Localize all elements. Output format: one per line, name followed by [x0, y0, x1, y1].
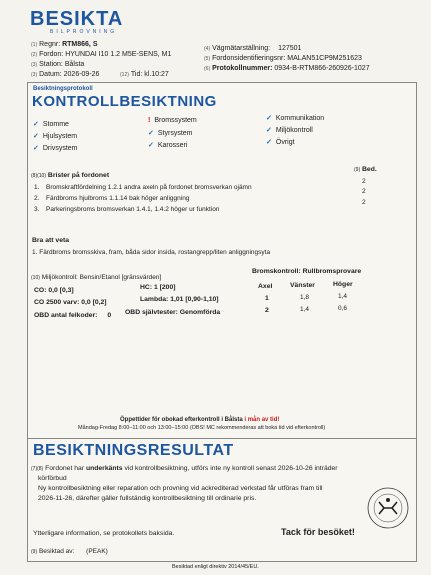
open-hours-title: Öppettider för obokad efterkontroll i Bålsta i mån av tid!	[120, 417, 280, 423]
brist-bed: 2	[362, 178, 366, 185]
check-icon: ✓	[266, 127, 272, 134]
broms-title: Bromskontroll: Rullbromsprovare	[252, 268, 362, 275]
brand-name: BESIKTA	[30, 8, 124, 30]
ident-value: MALAN51CP9M251623	[287, 55, 362, 62]
fordon-value: HYUNDAI I10 1.2 M5E-SENS, M1	[65, 51, 172, 58]
warning-mark-icon: !	[148, 117, 151, 124]
broms-axel-1: 1	[265, 295, 269, 302]
broms-vanster-1: 1,8	[300, 294, 310, 301]
brist-text: Färdbroms hjulbroms 1.1.14 bak höger anliggning	[46, 195, 190, 202]
tid-value: kl.10:27	[144, 71, 169, 78]
bra-att-veta-text: 1. Färdbroms bromsskiva, fram, båda sidor insida, rostangrepp/liten anliggningsyta	[32, 249, 271, 256]
check-styrsystem: ✓ Styrsystem	[148, 130, 193, 137]
station-row: (3) Station: Bålsta	[31, 61, 85, 68]
brister-title: (8)(10) Brister på fordonet	[31, 172, 110, 179]
regnr-value: RTM866, S	[62, 41, 98, 48]
ident-row: (5) Fordonsidentifieringsnr: MALAN51CP9M251623	[204, 55, 362, 62]
thanks-text: Tack för besöket!	[281, 527, 355, 537]
protocol-box	[27, 82, 417, 441]
hc-value: HC: 1 [200]	[140, 284, 176, 291]
besiktad-row: (9) Besiktad av: (PEAK)	[31, 548, 108, 555]
swedac-seal	[366, 486, 410, 530]
brist-text: Bromskraftfördelning 1.2.1 andra axeln på fordonet bromsverkan ojämn	[46, 184, 252, 191]
obd-count: OBD antal felkoder: 0	[34, 312, 112, 319]
broms-hoger-1: 1,4	[338, 293, 348, 300]
check-icon: ✓	[148, 142, 154, 149]
obd-selftest: OBD självtester: Genomförda	[125, 309, 221, 316]
check-stomme: ✓ Stomme	[33, 121, 69, 128]
more-info: Ytterligare information, se protokollets baksida.	[33, 530, 175, 537]
matar-value: 127501	[278, 45, 302, 52]
protocol-title: KONTROLLBESIKTNING	[32, 93, 217, 110]
broms-hoger-2: 0,6	[338, 305, 348, 312]
brist-text: Parkeringsbroms bromsverkan 1.4.1, 1.4.2 höger ur funktion	[46, 206, 220, 213]
check-icon: ✓	[266, 139, 272, 146]
brist-bed: 2	[362, 199, 366, 206]
check-ovrigt: ✓ Övrigt	[266, 139, 295, 146]
brist-number: 2.	[34, 195, 40, 202]
check-karosseri: ✓ Karosseri	[148, 142, 188, 149]
besikta-logo	[30, 9, 123, 35]
broms-col-axel: Axel	[258, 283, 273, 290]
brand-sub: BILPROVNING	[50, 29, 118, 35]
fordon-row: (2) Fordon: HYUNDAI I10 1.2 M5E-SENS, M1	[31, 51, 172, 58]
protokoll-value: 0934-B-RTM866-260926-1027	[274, 65, 370, 72]
datum-value: 2026-09-26	[63, 71, 100, 78]
matar-row: (4) Vägmätarställning: 127501	[204, 45, 302, 52]
protokoll-row: (6) Protokollnummer: 0934-B-RTM866-260926-1027	[204, 65, 370, 72]
brist-number: 3.	[34, 206, 40, 213]
tid-row: (12) Tid: kl.10:27	[120, 71, 169, 78]
check-icon: ✓	[33, 133, 39, 140]
check-kommunikation: ✓ Kommunikation	[266, 115, 325, 122]
result-line-4: 2026-11-26, därefter gäller fullständig kontrollbesiktning till ordinarie pris.	[38, 495, 257, 502]
miljo-title: (10) Miljökontroll: Bensin/Etanol [gränsvärden]	[31, 274, 162, 281]
broms-col-hoger: Höger	[333, 281, 353, 288]
lambda-value: Lambda: 1,01 [0,90-1,10]	[140, 296, 219, 303]
check-icon: ✓	[33, 145, 39, 152]
protocol-kicker: Besiktningsprotokoll	[33, 86, 93, 92]
broms-col-vanster: Vänster	[290, 282, 315, 289]
open-hours-text: Måndag-Fredag 8:00–11:00 och 13:00–15:00 (OBS! MC rekommenderas att boka tid vid efterkontroll)	[78, 425, 326, 431]
result-title: BESIKTNINGSRESULTAT	[33, 442, 234, 459]
check-drivsystem: ✓ Drivsystem	[33, 145, 78, 152]
check-bromssystem: ! Bromssystem	[148, 117, 197, 124]
co2500-value: CO 2500 varv: 0,0 [0,2]	[34, 299, 107, 306]
station-value: Bålsta	[64, 61, 85, 68]
check-miljokontroll: ✓ Miljökontroll	[266, 127, 313, 134]
check-icon: ✓	[33, 121, 39, 128]
check-icon: ✓	[148, 130, 154, 137]
bra-att-veta-title: Bra att veta	[32, 237, 70, 244]
broms-axel-2: 2	[265, 307, 269, 314]
result-line-2: körförbud	[38, 475, 67, 482]
footer-directive: Besiktad enligt direktiv 2014/45/EU.	[172, 564, 259, 570]
brist-number: 1.	[34, 184, 40, 191]
brist-bed: 2	[362, 188, 366, 195]
check-hjulsystem: ✓ Hjulsystem	[33, 133, 78, 140]
regnr-row: (1) Regnr: RTM866, S	[31, 41, 98, 48]
co-value: CO: 0,0 [0,3]	[34, 287, 74, 294]
result-line-1: (7)(8) Fordonet har underkänts vid kontrollbesiktning, utförs inte ny kontroll senast 2026-10-26 inträder	[31, 465, 338, 472]
broms-vanster-2: 1,4	[300, 306, 310, 313]
bed-header: (9) Bed.	[354, 166, 377, 173]
check-icon: ✓	[266, 115, 272, 122]
result-line-3: Ny kontrollbesiktning eller reparation och provning vid ackrediterad verkstad får utföras fram till	[38, 485, 323, 492]
datum-row: (3) Datum: 2026-09-26	[31, 71, 100, 78]
